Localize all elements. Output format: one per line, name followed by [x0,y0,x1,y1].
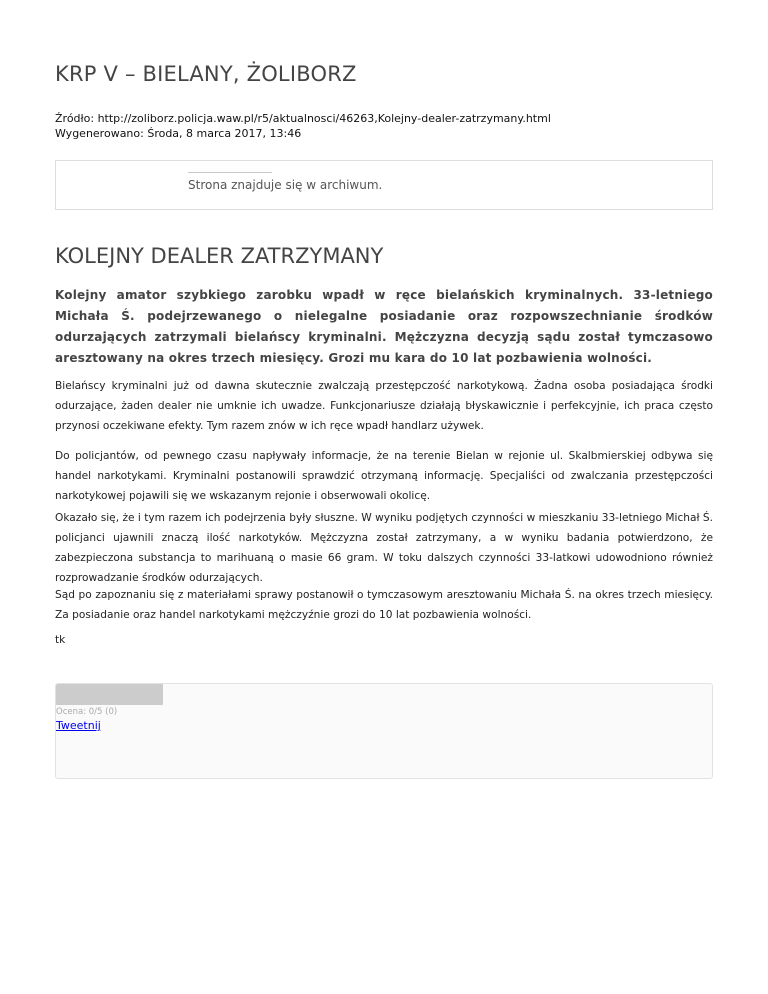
rating-box [55,683,713,779]
archive-divider [188,172,272,173]
article-paragraph: Bielańscy kryminalni już od dawna skutecznie zwalczają przestępczość narkotykową. Żadna osoba posiadająca środki odurzające, żaden dealer nie umknie ich uwadze. Funkcjonariusze działają błyskawicznie i perfekcyjnie, ich praca często przynosi oczekiwane efekty. Tym razem znów w ich ręce wpadł handlarz używek. [55,380,713,432]
tweet-link[interactable]: Tweetnij [56,719,101,732]
archive-notice-box [55,160,713,210]
article-lead: Kolejny amator szybkiego zarobku wpadł w ręce bielańskich kryminalnych. 33-letniego Michała Ś. podejrzewanego o nielegalne posiadanie oraz rozpowszechnianie środków odurzających zatrzymali bielańscy kryminalni. Mężczyzna decyzją sądu został tymczasowo aresztowany na okres trzech miesięcy. Grozi mu kara do 10 lat pozbawienia wolności. [55,288,713,365]
article-paragraph: Do policjantów, od pewnego czasu napływały informacje, że na terenie Bielan w rejonie ul. Skalbmierskiej odbywa się handel narkotykami. Kryminalni postanowili sprawdzić otrzymaną informację. Specjaliści od zwalczania przestępczości narkotykowej pojawili się we wskazanym rejonie i obserwowali okolicę. [55,450,713,502]
page-meta [55,111,551,141]
generated-line: Wygenerowano: Środa, 8 marca 2017, 13:46 [55,127,302,140]
source-line: Źródło: http://zoliborz.policja.waw.pl/r5/aktualnosci/46263,Kolejny-dealer-zatrzymany.html [55,112,551,125]
article-paragraph: Sąd po zapoznaniu się z materiałami sprawy postanowił o tymczasowym aresztowaniu Michała Ś. na okres trzech miesięcy. Za posiadanie oraz handel narkotykami mężczyźnie grozi do 10 lat pozbawienia wolności. [55,589,713,621]
rating-score-text: Ocena: 0/5 (0) [56,707,118,717]
article-title: KOLEJNY DEALER ZATRZYMANY [55,244,384,268]
archive-notice-text: Strona znajduje się w archiwum. [188,178,383,192]
site-title: KRP V – BIELANY, ŻOLIBORZ [55,62,357,86]
rating-stars-widget[interactable] [56,684,163,705]
article-paragraph: Okazało się, że i tym razem ich podejrzenia były słuszne. W wyniku podjętych czynności w mieszkaniu 33-letniego Michał Ś. policjanci ujawnili znaczą ilość narkotyków. Mężczyzna został zatrzymany, a w wyniku badania potwierdzono, że zabezpieczona substancja to marihuaną o masie 66 gram. W toku dalszych czynności 33-latkowi udowodniono również rozprowadzanie środków odurzających. [55,512,713,584]
article-author: tk [55,634,66,646]
